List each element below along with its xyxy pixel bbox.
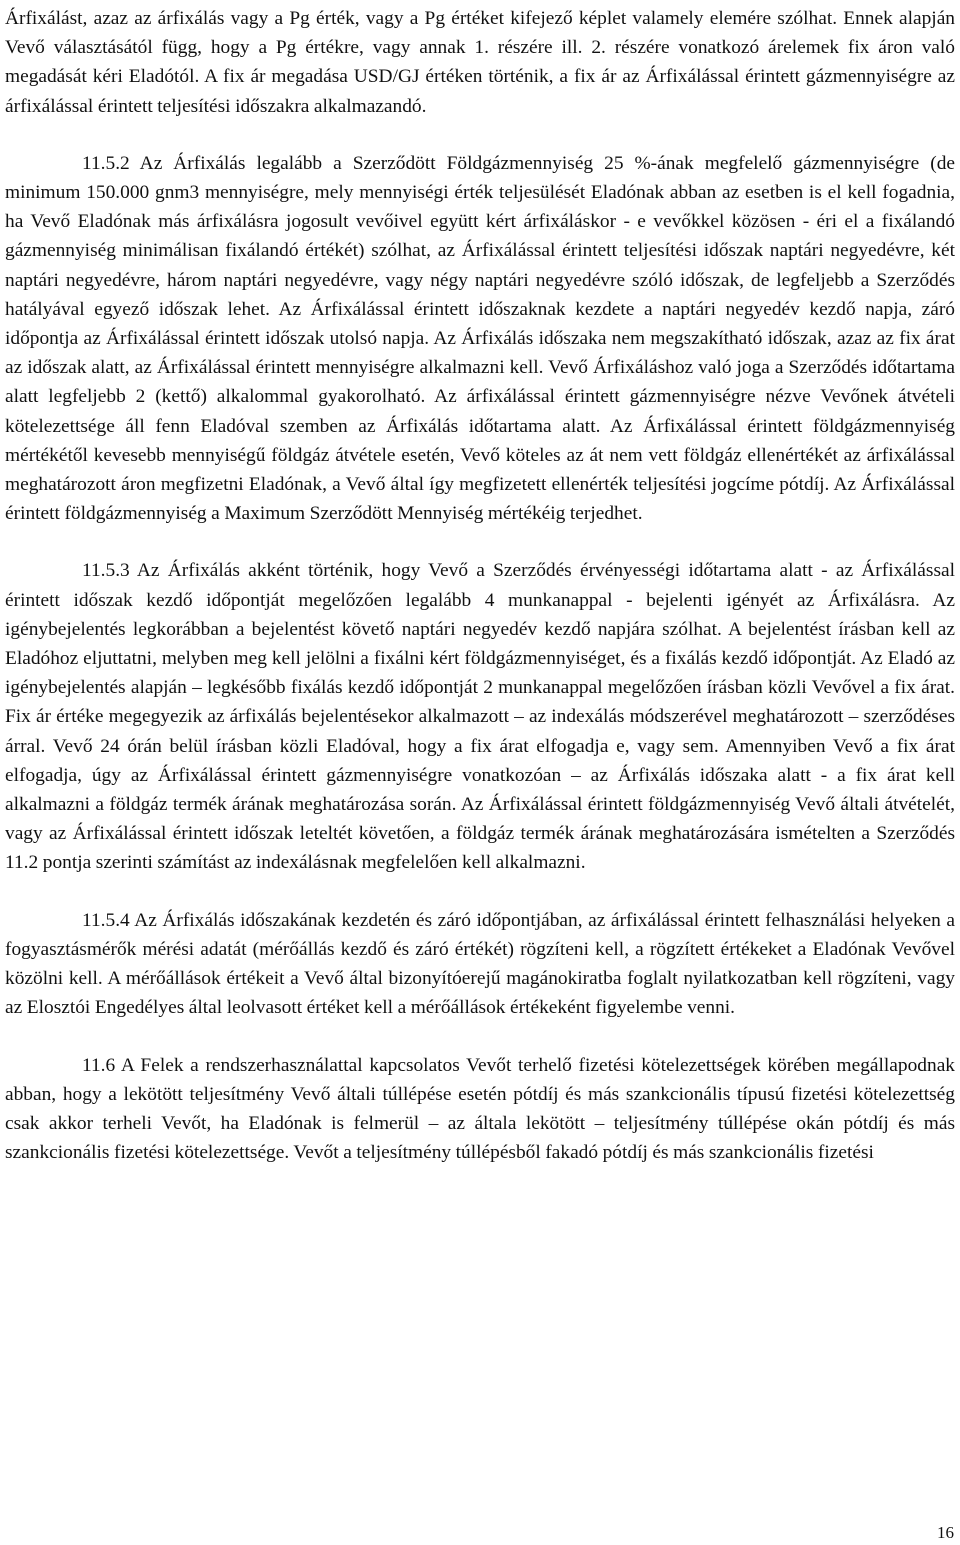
paragraph-continuation: Árfixálást, azaz az árfixálás vagy a Pg érték, vagy a Pg értéket kifejező képlet valamely elemére szólhat. Ennek alapján Vevő választásától függ, hogy a Pg értékre, vagy annak 1. részére ill. 2. részére vonatkozó árelemek fix áron való megadását kéri Eladótól. A fix ár megadása USD/GJ értéken történik, a fix ár az Árfixálással érintett gázmennyiségre az árfixálással érintett teljesítési időszakra alkalmazandó. [5,8,955,117]
paragraph-11-5-2: 11.5.2 Az Árfixálás legalább a Szerződött Földgázmennyiség 25 %-ának megfelelő gázmennyiségre (de minimum 150.000 gnm3 mennyiségre, mely mennyiségi érték teljesülését Eladónak abban az esetben is el kell fogadnia, ha Vevő Eladónak más árfixálásra jogosult vevőivel együtt kért árfixáláskor - e vevőkkel közösen - éri el a fixálandó gázmennyiség minimálisan fixálandó értékét) szólhat, az Árfixálással érintett teljesítési időszak naptári negyedévre, két naptári negyedévre, három naptári negyedévre, vagy négy naptári negyedévre szóló időszak, de legfeljebb a Szerződés hatályával egyező időszak lehet. Az Árfixálással érintett időszaknak kezdete a naptári negyedév kezdő napja, záró időpontja az Árfixálással érintett időszak utolsó napja. Az Árfixálás időszaka nem megszakítható időszak, azaz az fix árat az időszak alatt, az Árfixálással érintett mennyiségre alkalmazni kell. Vevő Árfixáláshoz való joga a Szerződés időtartama alatt legfeljebb 2 (kettő) alkalommal gyakorolható. Az árfixálással érintett gázmennyiségre nézve Vevőnek átvételi kötelezettsége áll fenn Eladóval szemben az Árfixálás időtartama alatt. Az Árfixálással érintett földgázmennyiség mértékétől kevesebb mennyiségű földgáz átvétele esetén, Vevő köteles az át nem vett földgáz ellenértékét az árfixálással meghatározott áron megfizetni Eladónak, a Vevő által így megfizetett ellenérték teljesítési jogcíme pótdíj. Az Árfixálással érintett földgázmennyiség a Maximum Szerződött Mennyiség mértékéig terjedhet. [5,152,955,525]
page-number: 16 [937,1523,954,1542]
paragraph-11-5-4: 11.5.4 Az Árfixálás időszakának kezdetén és záró időpontjában, az árfixálással érintett felhasználási helyeken a fogyasztásmérők mérési adatát (mérőállás kezdő és záró értékét) rögzíteni kell, a rögzített értékeket a Eladónak Vevővel közölni kell. A mérőállások értékeit a Vevő által bizonyítóerejű magánokiratba foglalt nyilatkozatban kell rögzíteni, vagy az Elosztói Engedélyes által leolvasott értéket kell a mérőállások értékeként figyelembe venni. [5,909,955,1019]
paragraph-11-6: 11.6 A Felek a rendszerhasználattal kapcsolatos Vevőt terhelő fizetési kötelezettségek körében megállapodnak abban, hogy a lekötött teljesítmény Vevő általi túllépése esetén pótdíj és más szankcionális típusú fizetési kötelezettség csak akkor terheli Vevőt, ha Eladónak is felmerül – az általa lekötött – teljesítmény túllépése okán pótdíj és más szankcionális fizetési kötelezettsége. Vevőt a teljesítmény túllépésből fakadó pótdíj és más szankcionális fizetési [5,1054,955,1164]
document-page [5,4,955,1167]
paragraph-11-5-3: 11.5.3 Az Árfixálás akként történik, hogy Vevő a Szerződés érvényességi időtartama alatt - az Árfixálással érintett időszak kezdő időpontját megelőzően legalább 4 munkanappal - bejelenti igényét az Árfixálásra. Az igénybejelentés legkorábban a bejelentést követő naptári negyedév kezdő napjára szólhat. A bejelentést írásban kell az Eladóhoz eljuttatni, melyben meg kell jelölni a fixálni kért földgázmennyiséget, és a fixálás kezdő időpontját. Az Eladó az igénybejelentés alapján – legkésőbb fixálás kezdő időpontját 2 munkanappal megelőzően írásban közli Vevővel a fix árat. Fix ár értéke megegyezik az árfixálás bejelentésekor alkalmazott – az indexálás módszerével meghatározott – szerződéses árral. Vevő 24 órán belül írásban közli Eladóval, hogy a fix árat elfogadja e, vagy sem. Amennyiben Vevő a fix árat elfogadja, úgy az Árfixálással érintett gázmennyiségre vonatkozóan – az Árfixálás időszaka alatt - a fix árat kell alkalmazni a földgáz termék árának meghatározása során. Az Árfixálással érintett földgázmennyiség Vevő általi átvételét, vagy az Árfixálással érintett időszak leteltét követően, a földgáz termék árának meghatározására ismételten a Szerződés 11.2 pontja szerinti számítást az indexálásnak megfelelően kell alkalmazni. [5,560,955,874]
